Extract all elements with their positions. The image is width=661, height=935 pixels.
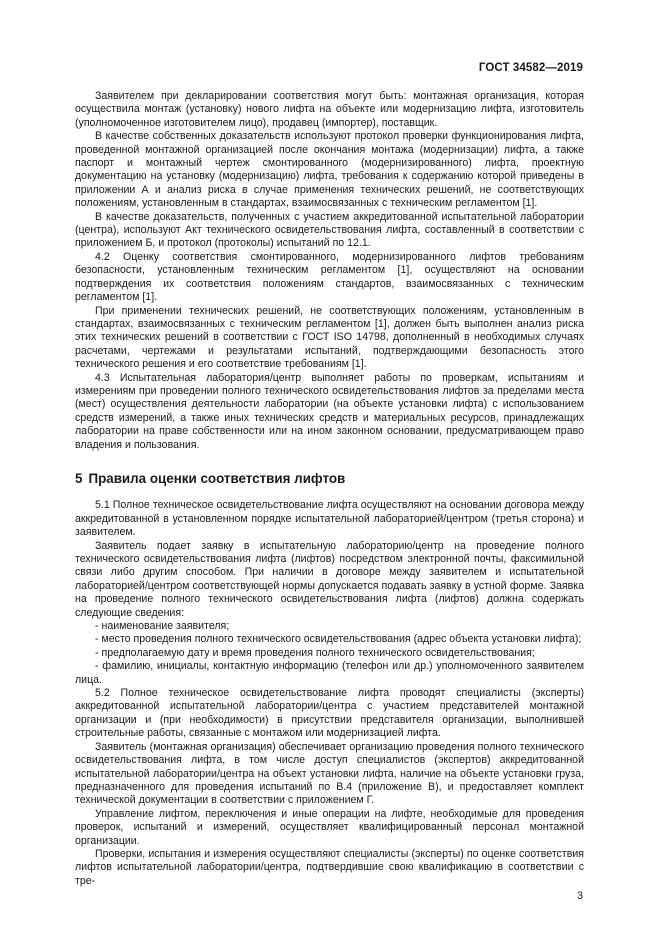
paragraph: 4.2 Оценку соответствия смонтированного, модернизированного лифтов требованиям безопасности, установленным техническим регламентом [1], осуществляют на основании подтверждения их соответствия положениям стандартов, взаимосвязанных с техническим регламентом [1].: [75, 250, 584, 304]
list-item: - предполагаемую дату и время проведения полного технического освидетельствования;: [95, 646, 535, 659]
list-item: - фамилию, инициалы, контактную информацию (телефон или др.) уполномоченного заявителем лица.: [75, 660, 584, 686]
document-header: ГОСТ 34582—2019: [478, 62, 583, 74]
paragraph: Заявитель подает заявку в испытательную лабораторию/центр на проведение полного технического освидетельствования лифта (лифтов) посредством электронной почты, факсимильной связи либо другим способом. При наличии в договоре между заявителем и испытательной лабораторией/центром соответствующей нормы допускается подавать заявку в устной форме. Заявка на проведение полного технического освидетельствования лифта (лифтов) должна содержать следующие сведения:: [75, 539, 584, 619]
section-title: Правила оценки соответствия лифтов: [88, 470, 346, 486]
paragraph: Заявитель (монтажная организация) обеспечивает организацию проведения полного технического освидетельствования лифта, в том числе доступ специалистов (экспертов) аккредитованной испытательной лаборатории/центра на объект установки лифта, наличие на объекте установки груза, предназначенного для проведения испытаний по В.4 (приложение В), и предоставляет комплект технической документации в соответствии с приложением Г.: [75, 740, 584, 807]
paragraph: 5.2 Полное техническое освидетельствование лифта проводят специалисты (эксперты) аккредитованной испытательной лаборатории/центра с участием представителей монтажной организации и (при необходимости) в присутствии представителя организации, выполнившей строительные работы, связанные с монтажом или модернизацией лифта.: [75, 687, 584, 740]
document-body: [75, 90, 584, 888]
paragraph: Заявителем при декларировании соответствия могут быть: монтажная организация, которая осуществила монтаж (установку) нового лифта на объекте или модернизацию лифта, изготовитель (уполномоченное изготовителем лицо), продавец (импортер), поставщик.: [75, 90, 584, 129]
paragraph: Проверки, испытания и измерения осуществляют специалисты (эксперты) по оценке соответствия лифтов испытательной лаборатории/центра, подтвердившие свою квалификацию в соответствии с тре-: [75, 847, 584, 887]
list-item: - наименование заявителя;: [95, 620, 230, 633]
page-number: 3: [577, 890, 583, 902]
paragraph: 5.1 Полное техническое освидетельствование лифта осуществляют на основании договора между аккредитованной в установленном порядке испытательной лабораторией/центром (третья сторона) и заявителем.: [75, 499, 584, 539]
section-number: 5: [75, 470, 83, 486]
list-item: - место проведения полного технического освидетельствования (адрес объекта установки лифта);: [95, 633, 582, 646]
section-heading: [75, 472, 584, 485]
paragraph: 4.3 Испытательная лаборатория/центр выполняет работы по проверкам, испытаниям и измерениям при проведении полного технического освидетельствования лифтов за пределами места (мест) осуществления деятельности лаборатории (на объекте установки лифта) с использованием средств измерений, а также иных технических средств и материальных ресурсов, принадлежащих лаборатории на праве собственности или на ином законном основании, предусматривающем право владения и пользования.: [75, 371, 584, 451]
paragraph: При применении технических решений, не соответствующих положениям, установленным в стандартах, взаимосвязанных с техническим регламентом [1], должен быть выполнен анализ риска этих технических решений в соответствии с ГОСТ ISO 14798, дополненный в необходимых случаях расчетами, чертежами и результатами испытаний, подтверждающими безопасность этого технического решения и его соответствие требованиям [1].: [75, 304, 584, 371]
paragraph: В качестве собственных доказательств используют протокол проверки функционирования лифта, проведенной монтажной организацией после окончания монтажа (модернизации) лифта, а также паспорт и монтажный чертеж смонтированного (модернизированного) лифта, проектную документацию на установку (модернизацию) лифта, требования к содержанию которой приведены в приложении А и анализ риска в случае применения технических решений, не соответствующих положениям, установленным в стандартах, взаимосвязанных с техническим регламентом [1].: [75, 130, 584, 210]
paragraph: Управление лифтом, переключения и иные операции на лифте, необходимые для проведения проверок, испытаний и измерений, осуществляет квалифицированный персонал монтажной организации.: [75, 807, 584, 847]
paragraph: В качестве доказательств, полученных с участием аккредитованной испытательной лаборатории (центра), используют Акт технического освидетельствования лифта, составленный в соответствии с приложением Б, и протокол (протоколы) испытаний по 12.1.: [75, 210, 584, 250]
